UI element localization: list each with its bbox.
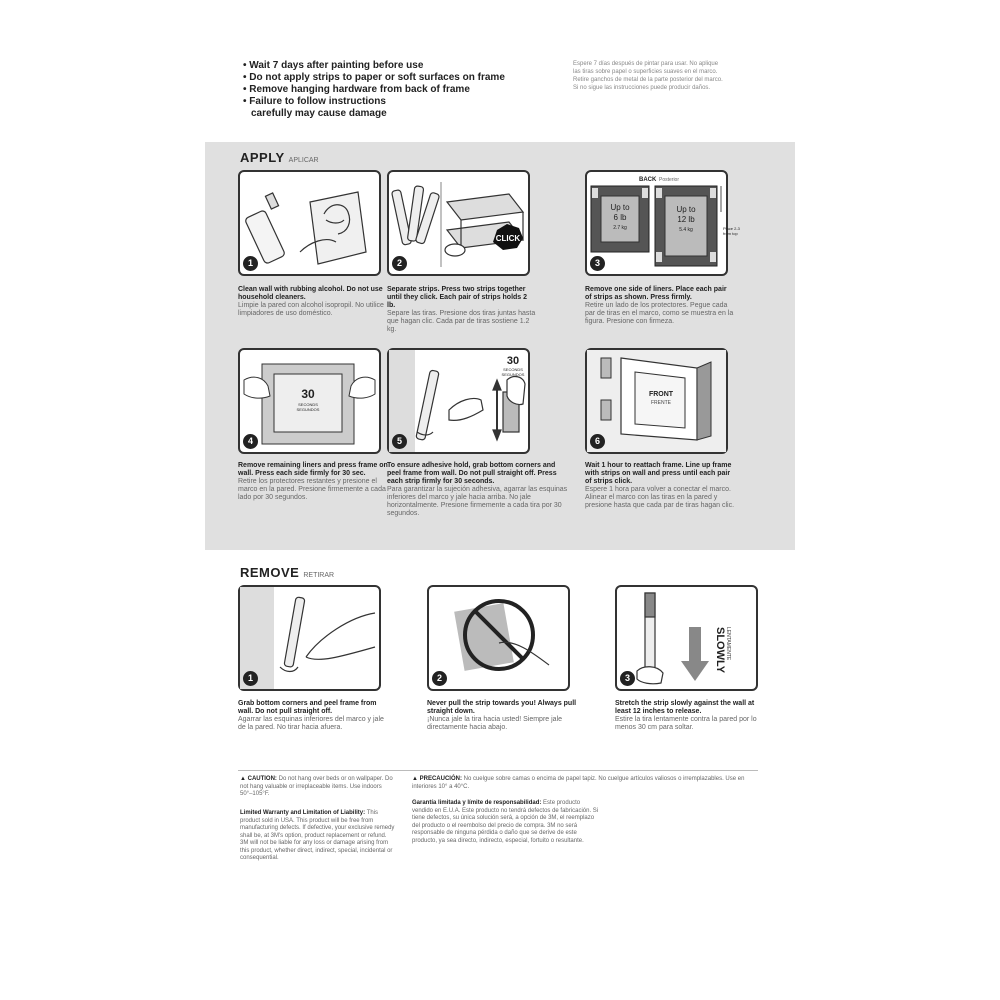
- step-number-badge: 2: [432, 671, 447, 686]
- warning-es-line: Si no sigue las instrucciones puede producir daños.: [573, 85, 711, 91]
- apply-step-3-caption: [585, 286, 735, 326]
- caption-en: To ensure adhesive hold, grab bottom corners and peel frame from wall. Do not pull straight off. Press each strip firmly for 30 seconds.: [387, 462, 557, 485]
- apply-step-2-illustration: [387, 170, 530, 276]
- divider: [238, 770, 758, 771]
- caption-es: Retire un lado de los protectores. Pegue cada par de tiras en el marco, como se muestra en la figura. Presione con firmeza.: [585, 302, 734, 325]
- caption-es: Para garantizar la sujeción adhesiva, agarrar las esquinas inferiores del marco y jale hacia arriba. No jale horizontalmente. Presione firmemente a cada tira por 30 segundos.: [387, 486, 568, 517]
- step-number-badge: 6: [590, 434, 605, 449]
- warning-item: • Failure to follow instructions: [243, 96, 386, 107]
- warning-es-line: Espere 7 días después de pintar para usar. No aplique: [573, 61, 719, 67]
- warning-es-line: Retire ganchos de metal de la parte posterior del marco.: [573, 77, 723, 83]
- warranty-es-text: Este producto vendido en E.U.A. Este producto no tendrá defectos de fabricación. Si tiene defectos, su única solución será, a opción de 3M, el reemplazo del producto o el reembolso del precio de compra. 3M no será responsable de ninguna pérdida o daño que se derive de este producto, ya sea directo, indirecto, especial, fortuito o resultante.: [412, 800, 599, 844]
- caution-en-text: Do not hang over beds or on wallpaper. Do not hang valuable or irreplaceable items. Use indoors 50°–105°F.: [240, 776, 393, 797]
- remove-step-2-caption: [427, 700, 577, 732]
- remove-step-1-caption: [238, 700, 388, 732]
- back-label-es: Posterior: [659, 177, 680, 183]
- remove-step-3-caption: [615, 700, 765, 732]
- warning-item: • Wait 7 days after painting before use: [243, 60, 424, 71]
- frente-label: FRENTE: [651, 400, 671, 406]
- capacity-12-line1: Up to: [676, 205, 696, 214]
- lentamente-label: LENTAMENTE: [725, 627, 731, 661]
- caption-es: Estire la tira lentamente contra la pared por lo menos 30 cm para soltar.: [615, 716, 757, 731]
- apply-step-1-illustration: [238, 170, 381, 276]
- caption-es: ¡Nunca jale la tira hacia usted! Siempre jale directamente hacia abajo.: [427, 716, 563, 731]
- apply-step-2-caption: [387, 286, 537, 334]
- step-number-badge: 4: [243, 434, 258, 449]
- apply-step-4-illustration: [238, 348, 381, 454]
- front-label: FRONT: [648, 391, 674, 398]
- caption-en: Never pull the strip towards you! Always pull straight down.: [427, 700, 577, 715]
- capacity-6-line3: 2.7 kg: [613, 225, 627, 231]
- warranty-en-text: This product sold in USA. This product will be free from manufacturing defects. If defective, your exclusive remedy shall be, at 3M's option, product replacement or refund. 3M will not be liable for any loss or damage arising from this product, whether direct, indirect, special, incidental or consequential.: [240, 810, 395, 861]
- step-number-badge: 2: [392, 256, 407, 271]
- apply-title: [240, 150, 319, 165]
- caption-en: Wait 1 hour to reattach frame. Line up frame with strips on wall and press until each pair of strips click.: [585, 462, 732, 485]
- caption-es: Separe las tiras. Presione dos tiras juntas hasta que hagan clic. Cada par de tiras sostiene 1.2 kg.: [387, 310, 536, 333]
- caption-es: Agarrar las esquinas inferiores del marco y jale de la pared. No tirar hacia afuera.: [238, 716, 384, 731]
- placement-note-en: Place 2-3 from top: [723, 226, 740, 236]
- remove-step-2-illustration: [427, 585, 570, 691]
- apply-step-5-illustration: [387, 348, 530, 454]
- remove-title-text: REMOVE: [240, 565, 300, 580]
- capacity-12-line3: 5.4 kg: [679, 227, 693, 233]
- step-number-badge: 1: [243, 256, 258, 271]
- caption-es: Espere 1 hora para volver a conectar el marco. Alinear el marco con las tiras en la pared y presione hasta que cada par de tiras hagan clic.: [585, 486, 735, 509]
- warning-item: • Do not apply strips to paper or soft surfaces on frame: [243, 72, 505, 83]
- caption-en: Remove one side of liners. Place each pair of strips as shown. Press firmly.: [585, 286, 727, 301]
- slowly-label: SLOWLY: [714, 627, 726, 674]
- apply-subtitle: APLICAR: [288, 157, 319, 164]
- thirty-label: 30: [301, 387, 315, 401]
- warning-spanish: [573, 60, 763, 92]
- warranty-es-block: [412, 800, 602, 845]
- caution-es-block: [412, 776, 757, 791]
- seconds-label: SECONDS: [503, 367, 523, 372]
- caption-en: Remove remaining liners and press frame on wall. Press each side firmly for 30 sec.: [238, 462, 388, 477]
- apply-step-1-caption: [238, 286, 388, 318]
- click-label: CLICK: [495, 234, 521, 243]
- apply-step-4-caption: [238, 462, 388, 502]
- remove-step-1-illustration: [238, 585, 381, 691]
- capacity-6-line1: Up to: [610, 203, 630, 212]
- caution-en-head: ▲ CAUTION:: [240, 776, 277, 782]
- caption-es: Limpie la pared con alcohol isopropil. No utilice limpiadores de uso doméstico.: [238, 302, 384, 317]
- caption-en: Clean wall with rubbing alcohol. Do not use household cleaners.: [238, 286, 383, 301]
- segundos-label: SEGUNDOS: [501, 372, 525, 377]
- warranty-en-head: Limited Warranty and Limitation of Liability:: [240, 810, 366, 816]
- caption-en: Separate strips. Press two strips together until they click. Each pair of strips holds 2 lb.: [387, 286, 528, 309]
- caption-en: Grab bottom corners and peel frame from wall. Do not pull straight off.: [238, 700, 377, 715]
- capacity-6-line2: 6 lb: [613, 213, 627, 222]
- back-label: BACK: [639, 177, 657, 183]
- apply-step-6-caption: [585, 462, 735, 510]
- capacity-12-line2: 12 lb: [677, 215, 695, 224]
- warranty-es-head: Garantía limitada y límite de responsabilidad:: [412, 800, 542, 806]
- apply-step-3-illustration: [585, 170, 740, 276]
- warning-bullets: [243, 60, 563, 120]
- caution-en-block: [240, 776, 395, 799]
- remove-subtitle: RETIRAR: [303, 572, 335, 579]
- step-number-badge: 1: [243, 671, 258, 686]
- warranty-en-block: [240, 810, 395, 863]
- placement-note: [723, 226, 745, 236]
- apply-step-6-illustration: [585, 348, 728, 454]
- segundos-label: SEGUNDOS: [296, 407, 320, 412]
- warning-es-line: las tiras sobre papel o superficies suaves en el marco.: [573, 69, 718, 75]
- caution-es-head: ▲ PRECAUCIÓN:: [412, 776, 462, 782]
- step-number-badge: 3: [620, 671, 635, 686]
- thirty-label: 30: [506, 355, 520, 367]
- remove-step-3-illustration: [615, 585, 758, 691]
- seconds-label: SECONDS: [298, 402, 318, 407]
- apply-step-5-caption: [387, 462, 571, 518]
- step-number-badge: 5: [392, 434, 407, 449]
- caution-es-text: No cuelgue sobre camas o encima de papel tapiz. No cuelgue artículos valiosos o irremplazables. Use en interiores 10° a 40°C.: [412, 776, 745, 790]
- caption-en: Stretch the strip slowly against the wall at least 12 inches to release.: [615, 700, 755, 715]
- step-number-badge: 3: [590, 256, 605, 271]
- warning-item: • Remove hanging hardware from back of frame: [243, 84, 470, 95]
- remove-title: [240, 565, 334, 580]
- caption-es: Retire los protectores restantes y presione el marco en la pared. Presione firmemente a cada lado por 30 segundos.: [238, 478, 386, 501]
- warning-item: carefully may cause damage: [251, 108, 387, 119]
- apply-title-text: APPLY: [240, 150, 285, 165]
